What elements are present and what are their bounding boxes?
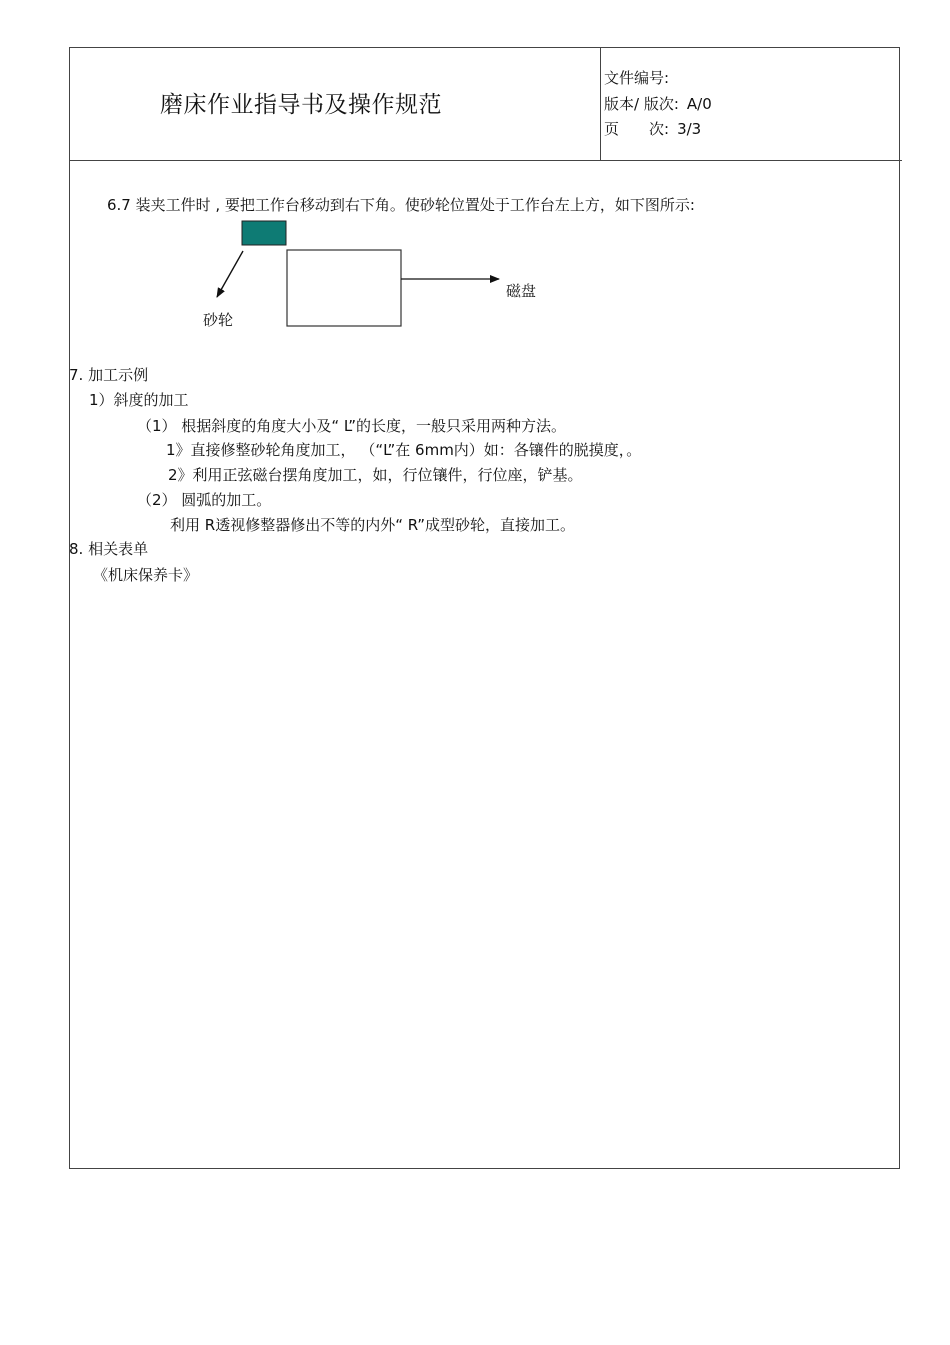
version-label: 版本/ 版次: [604, 95, 679, 113]
header-column-divider [600, 47, 601, 160]
page-label: 页 次: [604, 120, 670, 138]
page-row [604, 118, 701, 139]
section-8-heading: 8. 相关表单 [69, 540, 149, 558]
section-6-7-text: 6.7 装夹工件时 , 要把工作台移动到右下角。使砂轮位置处于工作台左上方，如下图所示: [107, 196, 695, 214]
section-7-item2a: 利用 R透视修整器修出不等的内外“ R”成型砂轮，直接加工。 [170, 516, 575, 534]
section-7-item1: （1） 根据斜度的角度大小及“ L”的长度，一般只采用两种方法。 [137, 417, 567, 435]
section-7-heading: 7. 加工示例 [69, 366, 149, 384]
section-8-item: 《机床保养卡》 [93, 566, 199, 584]
disk-label: 磁盘 [506, 282, 537, 300]
version-value: A/0 [686, 95, 712, 113]
document-title: 磨床作业指导书及操作规范 [160, 92, 442, 118]
doc-number-row [604, 67, 677, 88]
wheel-label: 砂轮 [203, 311, 234, 329]
section-7-item1b: 2》利用正弦磁台摆角度加工，如，行位镶件，行位座，铲基。 [168, 466, 583, 484]
header-divider [69, 160, 902, 161]
document-frame [69, 47, 900, 1169]
section-7-item2: （2） 圆弧的加工。 [137, 491, 272, 509]
doc-number-label: 文件编号: [604, 69, 670, 87]
section-7-sub1: 1）斜度的加工 [89, 391, 189, 409]
section-7-item1a: 1》直接修整砂轮角度加工， （“L”在 6mm内）如：各镶件的脱摸度，。 [166, 441, 642, 459]
page-value: 3/3 [677, 120, 702, 138]
version-row [604, 93, 712, 114]
